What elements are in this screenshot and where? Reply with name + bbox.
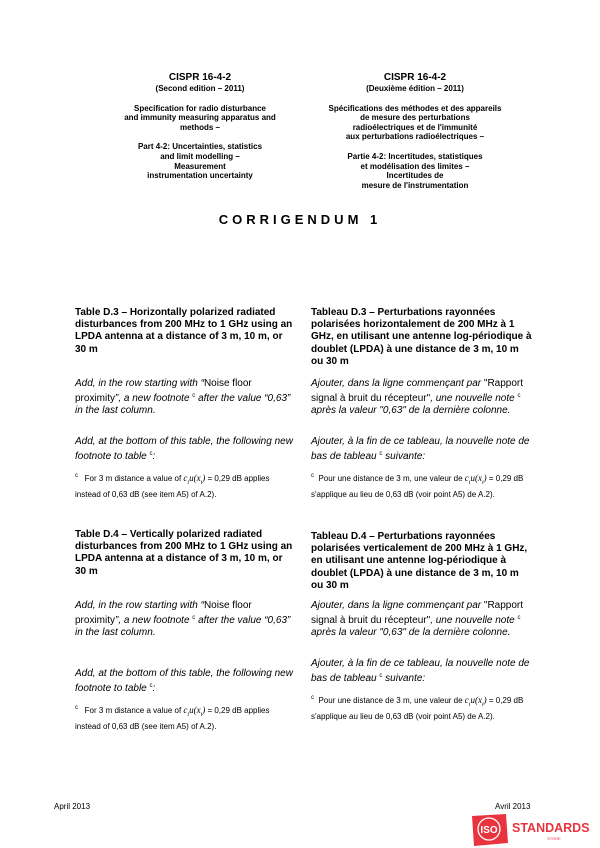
row-name: Noise floor proximity: [75, 378, 252, 405]
text: Pour une distance de 3 m, une valeur de: [318, 696, 465, 705]
footnote-marker: c: [149, 683, 153, 690]
part-line: instrumentation uncertainty: [147, 171, 253, 181]
footnote-marker: c: [75, 473, 78, 479]
instruction-d3-add-en: [75, 378, 295, 418]
instruction-d3-add-fr: [311, 378, 533, 418]
footer-date-fr: Avril 2013: [495, 802, 531, 811]
text: :: [152, 683, 156, 695]
text: Ajouter, dans la ligne commençant par: [311, 378, 484, 389]
formula-part: i: [481, 701, 484, 708]
text: , une nouvelle note: [430, 615, 518, 627]
instruction-d4-bottom-en: [75, 668, 295, 695]
text: ”, a new footnote: [115, 615, 193, 627]
table-d3-title-fr: Tableau D.3 – Perturbations rayonnées polarisées horizontalement de 200 MHz à 1 GHz, en utilisant une antenne log-périodique à doublet (LPDA) à une distance de 3 m, 10 m ou 30 m: [311, 307, 532, 367]
instruction-d3-bottom-fr: [311, 436, 533, 463]
part-line: mesure de l'instrumentation: [361, 180, 469, 190]
footnote-marker: c: [379, 451, 383, 458]
formula: $c_iu(x_i)$: [464, 473, 487, 486]
formula-part: c: [183, 473, 188, 483]
footnote-marker: c: [311, 473, 314, 479]
logo-standards-text: STANDARDS: [512, 821, 590, 835]
instruction-d4-add-en: [75, 600, 295, 640]
formula-part: i: [481, 479, 484, 486]
text: Ajouter, à la fin de ce tableau, la nouvelle note de bas de tableau: [311, 658, 530, 685]
part-line: and limit modelling –: [160, 151, 240, 161]
footer-date-en: April 2013: [54, 802, 91, 811]
table-d3-title-en: Table D.3 – Horizontally polarized radiated disturbances from 200 MHz to 1 GHz using an LPDA antenna at a distance of 3 m, 10 m, or 30 m: [75, 307, 293, 355]
header-french: [300, 72, 530, 190]
formula-part: c: [464, 695, 469, 705]
title-line: and immunity measuring apparatus and: [124, 113, 276, 123]
formula-part: i: [187, 479, 190, 486]
formula-part: i: [468, 479, 471, 486]
title-line: Spécifications des méthodes et des appareils: [328, 103, 502, 113]
text: Pour une distance de 3 m, une valeur de: [318, 474, 465, 483]
footnote-marker: c: [192, 393, 196, 400]
instruction-d3-bottom-en: [75, 436, 295, 463]
instruction-d4-bottom-fr: [311, 658, 533, 685]
formula-part: i: [468, 701, 471, 708]
instruction-d4-add-fr: [311, 600, 533, 640]
logo-iso-text: ISO: [480, 825, 498, 836]
text: = 0,29 dB applies instead of 0,63 dB (see item A5) of A.2).: [75, 474, 270, 499]
formula: $c_iu(x_i)$: [464, 695, 487, 708]
iso-standards-store-logo: [470, 813, 600, 848]
title-line: Specification for radio disturbance: [133, 103, 267, 113]
title-line: aux perturbations radioélectriques –: [345, 132, 485, 142]
table-d4-title-fr: Tableau D.4 – Perturbations rayonnées polarisées verticalement de 200 MHz à 1 GHz, en utilisant une antenne log-périodique à doublet (LPDA) à une distance de 3 m, 10 m ou 30 m: [311, 531, 528, 591]
formula-part: i: [200, 479, 203, 486]
formula: $c_iu(x_i)$: [183, 705, 206, 718]
formula-part: u: [470, 473, 475, 483]
text: = 0,29 dB s'applique au lieu de 0,63 dB (voir point A5) de A.2).: [311, 474, 524, 499]
title-line: de mesure des perturbations: [360, 113, 470, 123]
text: For 3 m distance a value of: [84, 706, 184, 715]
formula-part: u: [189, 705, 194, 715]
footnote-d3-fr: [311, 471, 533, 500]
text: = 0,29 dB s'applique au lieu de 0,63 dB (voir point A5) de A.2).: [311, 696, 524, 721]
formula-part: u: [470, 695, 475, 705]
text: suivante:: [382, 673, 426, 685]
text: For 3 m distance a value of: [84, 474, 184, 483]
footnote-d4-fr: [311, 693, 533, 722]
text: Ajouter, à la fin de ce tableau, la nouvelle note de bas de tableau: [311, 436, 530, 463]
text: après la valeur "0,63" de la dernière colonne.: [311, 405, 511, 417]
text: Add, at the bottom of this table, the following new footnote to table: [75, 668, 293, 695]
edition: (Deuxième édition – 2011): [366, 84, 464, 93]
formula-part: i: [187, 711, 190, 718]
doc-id: CISPR 16-4-2: [383, 72, 447, 83]
header-english: [82, 72, 318, 181]
text: = 0,29 dB applies instead of 0,63 dB (see item A5) of A.2).: [75, 706, 270, 731]
footnote-marker: c: [379, 673, 383, 680]
text: after the value “0,63” in the last column.: [75, 615, 291, 639]
doc-id: CISPR 16-4-2: [168, 72, 232, 83]
formula: $c_iu(x_i)$: [183, 473, 206, 486]
part-line: Partie 4-2: Incertitudes, statistiques: [347, 151, 483, 161]
part-line: et modélisation des limites –: [360, 161, 470, 171]
part-line: Part 4-2: Uncertainties, statistics: [137, 142, 263, 152]
text: , une nouvelle note: [430, 393, 518, 405]
formula-part: c: [183, 705, 188, 715]
text: après la valeur "0,63" de la dernière colonne.: [311, 627, 511, 639]
text: after the value “0,63” in the last column.: [75, 393, 291, 417]
formula-part: x: [477, 695, 482, 705]
table-d4-title-en: Table D.4 – Vertically polarized radiated disturbances from 200 MHz to 1 GHz using an LPDA antenna at a distance of 3 m, 10 m, or 30 m: [75, 529, 293, 577]
text: Ajouter, dans la ligne commençant par: [311, 600, 484, 611]
footnote-marker: c: [149, 451, 153, 458]
formula-part: i: [200, 711, 203, 718]
row-name: "Rapport signal à bruit du récepteur": [311, 378, 524, 405]
title-line: radioélectriques et de l'immunité: [352, 122, 478, 132]
formula-part: c: [464, 473, 469, 483]
footnote-d3-en: [75, 471, 295, 500]
footnote-marker: c: [75, 705, 78, 711]
text: Add, in the row starting with “: [75, 378, 204, 389]
text: Add, in the row starting with “: [75, 600, 204, 611]
row-name: Noise floor proximity: [75, 600, 252, 627]
text: Add, at the bottom of this table, the following new footnote to table: [75, 436, 293, 463]
formula-part: u: [189, 473, 194, 483]
title-line: methods –: [179, 122, 220, 132]
footnote-marker: c: [311, 695, 314, 701]
text: ”, a new footnote: [115, 393, 193, 405]
logo-store-text: STORE: [547, 836, 561, 841]
text: suivante:: [382, 451, 426, 463]
footnote-marker: c: [192, 615, 196, 622]
row-name: "Rapport signal à bruit du récepteur": [311, 600, 524, 627]
formula-part: x: [196, 705, 201, 715]
corrigendum-heading: CORRIGENDUM 1: [218, 212, 382, 227]
text: :: [152, 451, 156, 463]
footnote-marker: c: [517, 615, 521, 622]
formula-part: x: [196, 473, 201, 483]
footnote-d4-en: [75, 703, 295, 732]
footnote-marker: c: [517, 393, 521, 400]
edition: (Second edition – 2011): [155, 84, 245, 93]
formula-part: x: [477, 473, 482, 483]
part-line: Incertitudes de: [386, 171, 444, 181]
part-line: Measurement: [174, 161, 226, 171]
